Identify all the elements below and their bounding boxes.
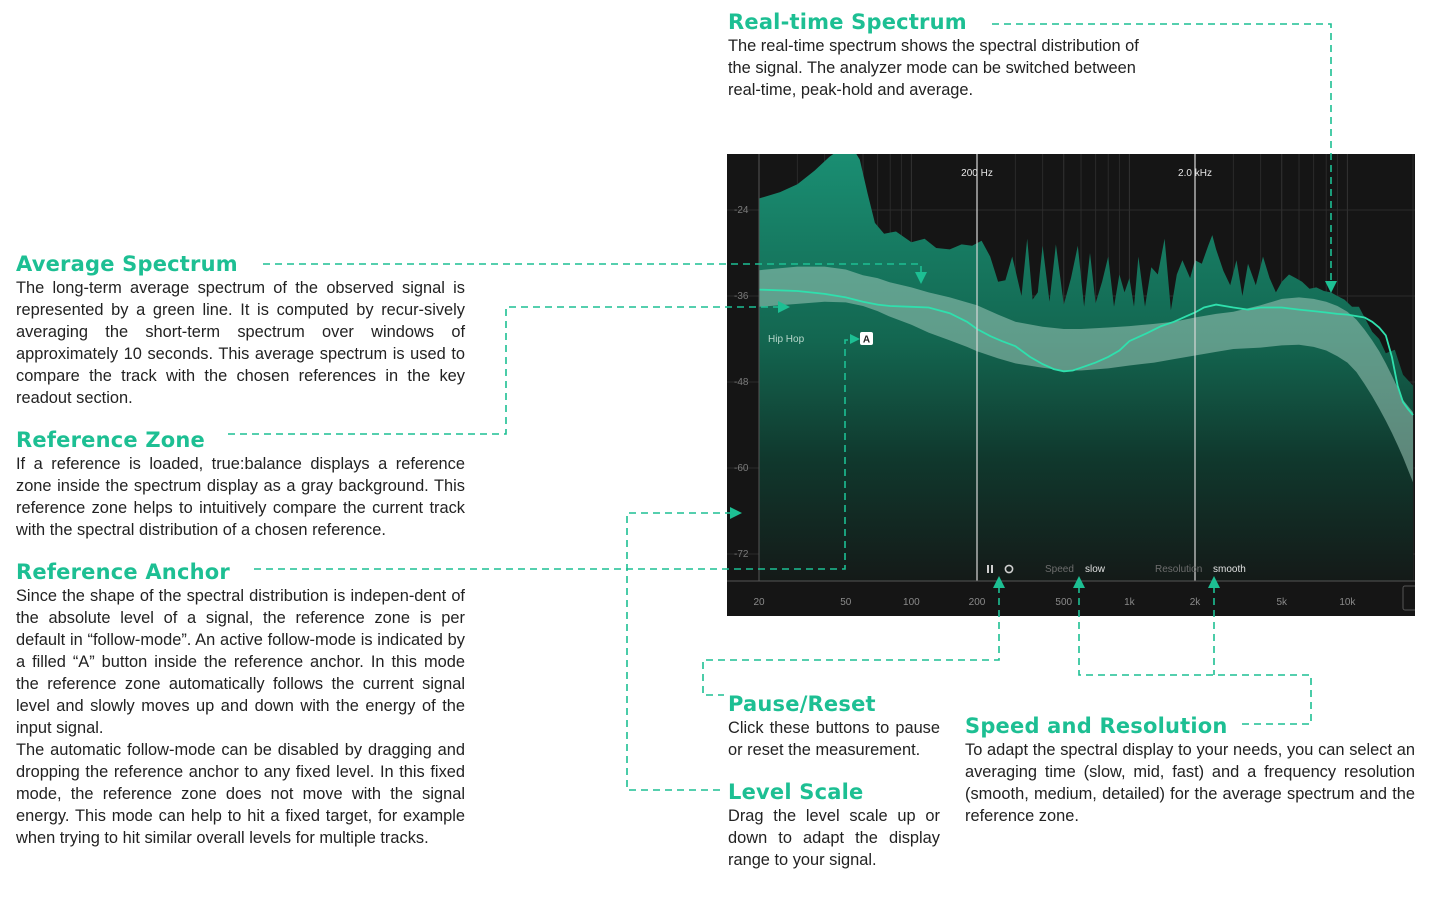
speed-label: Speed: [1045, 564, 1074, 575]
pause-reset-title: Pause/Reset: [728, 692, 876, 716]
reference-zone-title: Reference Zone: [16, 428, 205, 452]
frequency-marker-label: 2.0 kHz: [1178, 168, 1212, 179]
pause-button[interactable]: [985, 563, 997, 575]
frequency-tick-label: 100: [903, 597, 920, 608]
realtime-line-2: the signal. The analyzer mode can be switched between: [728, 59, 1136, 77]
spectrum-analyzer-panel: [727, 154, 1415, 616]
reference-zone-description: [16, 453, 465, 541]
realtime-spectrum-description: [728, 35, 1198, 101]
frequency-tick-label: 2k: [1189, 597, 1201, 608]
frequency-tick-label: 20: [753, 597, 765, 608]
pause-reset-description: [728, 717, 940, 761]
reference-anchor-button[interactable]: [860, 332, 873, 346]
reference-anchor-text-2: The automatic follow-mode can be disabled by dragging and dropping the reference anchor to any fixed level. In this fixed mode, the reference zone does not move with the signal energy. This mode can help to hit a fixed target, for example when trying to hit similar overall levels for multiple tracks.: [16, 741, 465, 847]
spectrum-chart: [727, 154, 1415, 616]
resolution-value[interactable]: smooth: [1213, 564, 1246, 575]
anchor-label: A: [862, 334, 871, 346]
speed-resolution-title: Speed and Resolution: [965, 714, 1228, 738]
realtime-line-3: real-time, peak-hold and average.: [728, 81, 974, 99]
frequency-tick-label: 10k: [1339, 597, 1356, 608]
reference-name-label: Hip Hop: [768, 334, 805, 345]
speed-value[interactable]: slow: [1085, 564, 1106, 575]
speed-resolution-description: [965, 739, 1415, 827]
level-scale-text: Drag the level scale up or down to adapt the display range to your signal.: [728, 807, 940, 869]
reference-anchor-title: Reference Anchor: [16, 560, 230, 584]
realtime-spectrum-title: Real-time Spectrum: [728, 10, 967, 34]
average-text: The long-term average spectrum of the observed signal is represented by a green line. It is computed by recur-sively averaging the short-term spectrum over windows of approximately 10 seconds. This average spectrum is used to compare the track with the chosen references in the key readout section.: [16, 279, 465, 407]
frequency-tick-label: 5k: [1276, 597, 1288, 608]
level-tick-label: -24: [734, 205, 749, 216]
reference-anchor-text-1: Since the shape of the spectral distribution is indepen-dent of the absolute level of a signal, the reference zone is per default in “follow-mode”. An active follow-mode is indicated by a filled “A” button inside the reference anchor. In this mode the reference zone automatically follows the current signal level and slowly moves up and down with the energy of the input signal.: [16, 587, 465, 737]
speed-resolution-text: To adapt the spectral display to your needs, you can select an averaging time (slow, mid, fast) and a frequency resolution (smooth, medium, detailed) for the average spectrum and the reference zone.: [965, 741, 1415, 825]
frequency-axis: [753, 597, 1356, 608]
reference-anchor-description: [16, 585, 465, 849]
pause-icon: [987, 565, 989, 573]
level-tick-label: -48: [734, 377, 749, 388]
realtime-line-1: The real-time spectrum shows the spectral distribution of: [728, 37, 1139, 55]
frequency-tick-label: 500: [1055, 597, 1073, 608]
frequency-marker-label: 200 Hz: [961, 168, 993, 179]
average-spectrum-title: Average Spectrum: [16, 252, 238, 276]
level-tick-label: -72: [734, 549, 749, 560]
frequency-tick-label: 50: [840, 597, 852, 608]
frequency-tick-label: 200: [968, 597, 986, 608]
level-tick-label: -60: [734, 463, 749, 474]
frequency-tick-label: 1k: [1124, 597, 1135, 608]
resolution-selector[interactable]: [1155, 564, 1246, 575]
level-tick-label: -36: [734, 291, 749, 302]
pause-reset-text: Click these buttons to pause or reset the measurement.: [728, 719, 940, 759]
level-scale[interactable]: [734, 205, 749, 560]
scroll-handle[interactable]: [1403, 586, 1415, 610]
reference-zone-text: If a reference is loaded, true:balance displays a reference zone inside the spectrum display as a gray background. This reference zone helps to intuitively compare the current track with the spectral distribution of a chosen reference.: [16, 455, 465, 539]
resolution-label: Resolution: [1155, 564, 1203, 575]
connector-level-scale: [627, 513, 730, 790]
average-spectrum-description: [16, 277, 465, 409]
level-scale-description: [728, 805, 940, 871]
level-scale-title: Level Scale: [728, 780, 864, 804]
